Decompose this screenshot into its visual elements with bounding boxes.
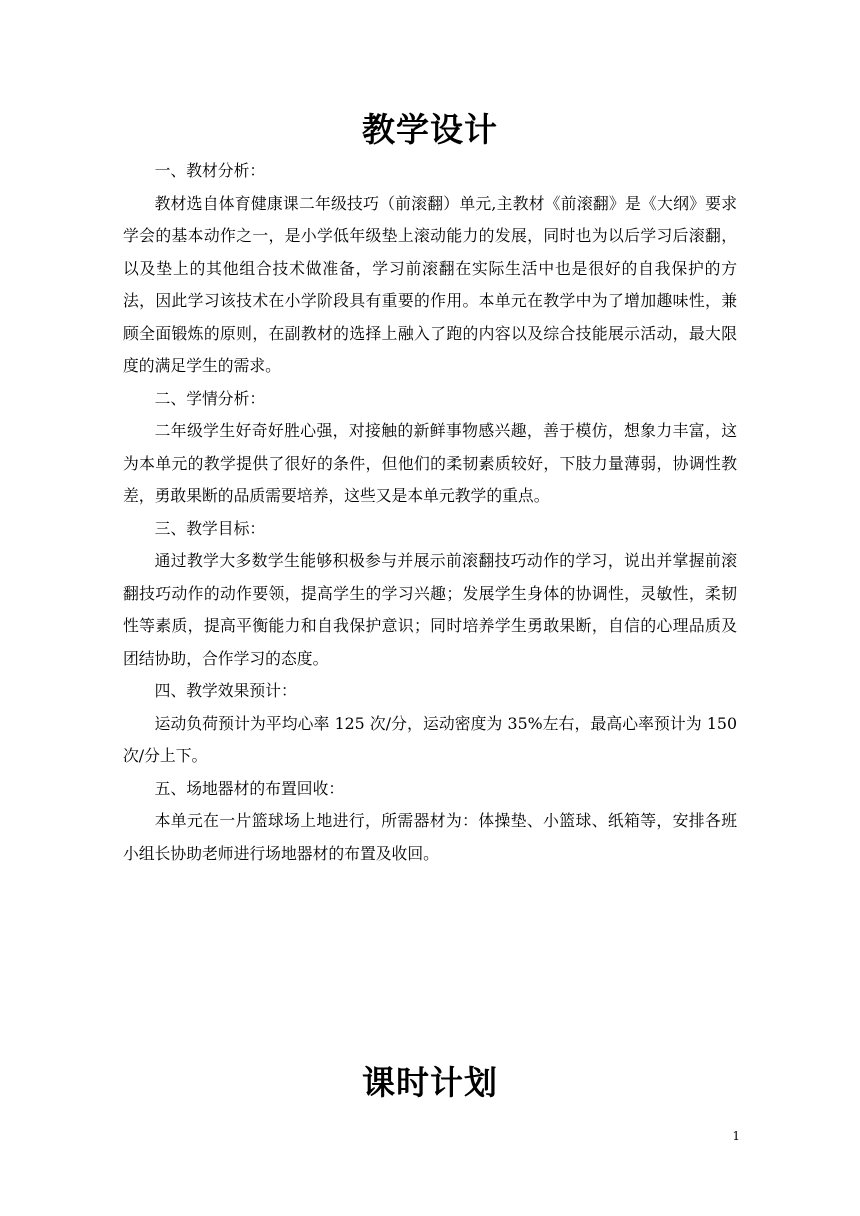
- section-paragraph: 运动负荷预计为平均心率 125 次/分，运动密度为 35%左右，最高心率预计为 150 次/分上下。: [123, 713, 737, 765]
- document-body: [123, 155, 737, 870]
- page-title: 教学设计: [362, 110, 498, 149]
- section-heading: 三、教学目标：: [154, 518, 266, 538]
- section-paragraph: 二年级学生好奇好胜心强，对接触的新鲜事物感兴趣，善于模仿，想象力丰富，这为本单元的教学提供了很好的条件，但他们的柔韧素质较好，下肢力量薄弱，协调性教差，勇敢果断的品质需要培养，这些又是本单元教学的重点。: [123, 421, 737, 505]
- section-paragraph: 通过教学大多数学生能够积极参与并展示前滚翻技巧动作的学习，说出并掌握前滚翻技巧动作的动作要领，提高学生的学习兴趣；发展学生身体的协调性，灵敏性，柔韧性等素质，提高平衡能力和自我保护意识；同时培养学生勇敢果断，自信的心理品质及团结协助，合作学习的态度。: [123, 551, 737, 668]
- section-paragraph: 教材选自体育健康课二年级技巧（前滚翻）单元,主教材《前滚翻》是《大纲》要求学会的基本动作之一，是小学低年级垫上滚动能力的发展，同时也为以后学习后滚翻，以及垫上的其他组合技术做准备，学习前滚翻在实际生活中也是很好的自我保护的方法，因此学习该技术在小学阶段具有重要的作用。本单元在教学中为了增加趣味性，兼顾全面锻炼的原则，在副教材的选择上融入了跑的内容以及综合技能展示活动，最大限度的满足学生的需求。: [123, 193, 737, 375]
- lesson-plan-title: 课时计划: [362, 1063, 498, 1102]
- section-paragraph: 本单元在一片篮球场上地进行，所需器材为：体操垫、小篮球、纸箱等，安排各班小组长协助老师进行场地器材的布置及收回。: [123, 811, 737, 863]
- section-heading: 二、学情分析：: [154, 388, 266, 408]
- section-heading: 五、场地器材的布置回收：: [154, 778, 345, 798]
- section-heading: 四、教学效果预计：: [154, 681, 297, 700]
- section-heading: 一、教材分析：: [154, 161, 266, 180]
- page-number: 1: [732, 1129, 740, 1143]
